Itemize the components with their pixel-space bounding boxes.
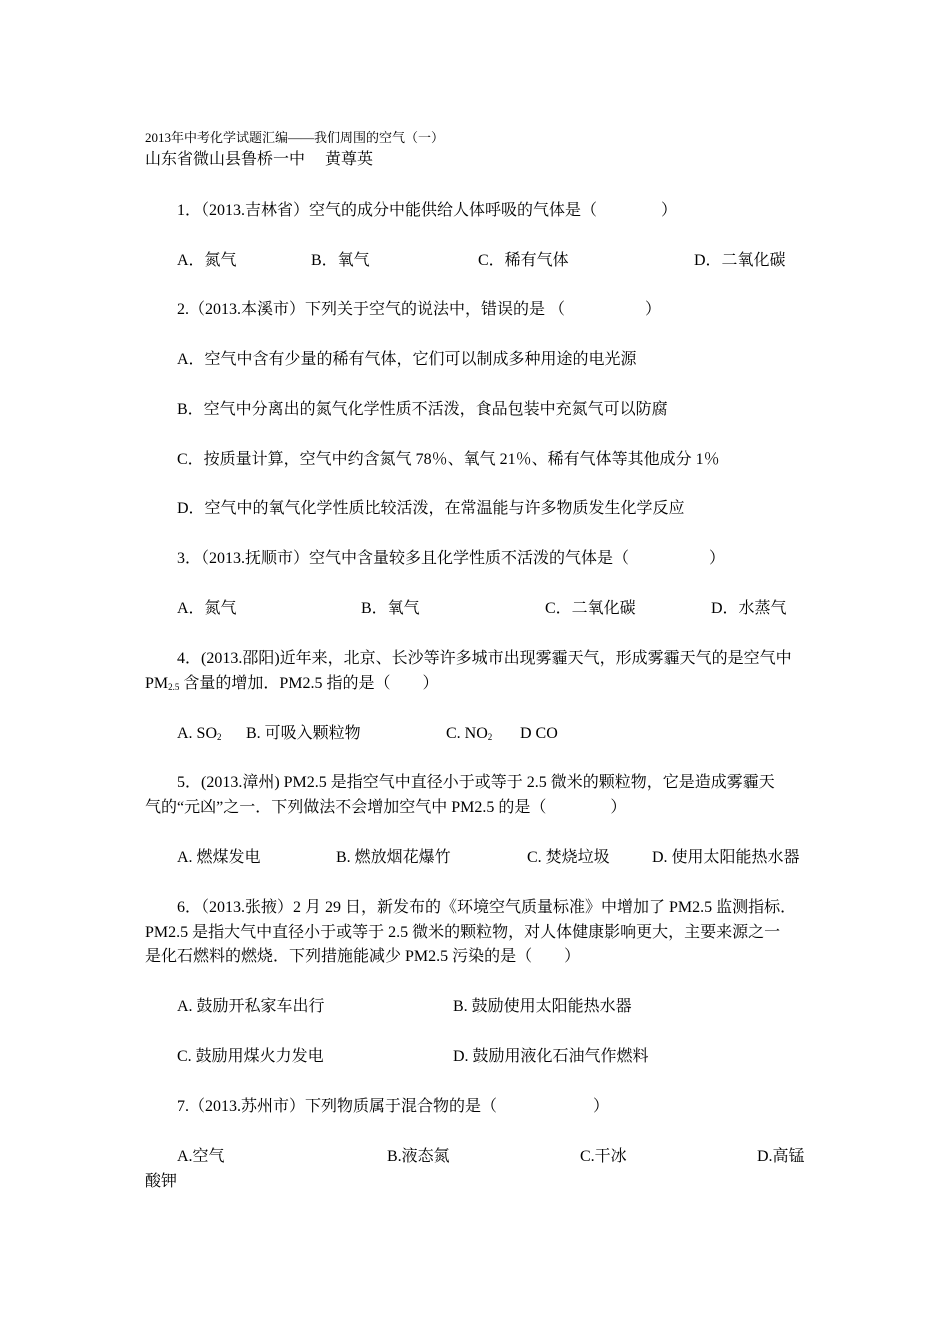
question-1-option-b: B．氧气 (311, 252, 370, 269)
author-line: 山东省微山县鲁桥一中 黄尊英 (145, 151, 374, 168)
question-6-option-d: D. 鼓励用液化石油气作燃料 (453, 1048, 649, 1065)
question-5-option-b: B. 燃放烟花爆竹 (336, 849, 451, 866)
question-4-option-c-text: C. NO (446, 725, 488, 742)
question-3-option-c: C．二氧化碳 (545, 600, 636, 617)
question-2-option-d: D．空气中的氧气化学性质比较活泼，在常温能与许多物质发生化学反应 (177, 500, 685, 517)
question-7-option-a: A.空气 (177, 1148, 225, 1165)
question-1-stem: 1．（2013.吉林省）空气的成分中能供给人体呼吸的气体是（ ） (177, 202, 678, 219)
question-2-option-c: C．按质量计算，空气中约含氮气 78％、氧气 21％、稀有气体等其他成分 1％ (177, 451, 720, 468)
question-5-option-a: A. 燃煤发电 (177, 849, 261, 866)
question-3-option-b: B．氧气 (361, 600, 420, 617)
question-7-option-b: B.液态氮 (387, 1148, 450, 1165)
question-6-stem-line-3: 是化石燃料的燃烧．下列措施能减少 PM2.5 污染的是（ ） (145, 948, 581, 965)
question-4-stem-rest: 含量的增加．PM2.5 指的是（ ） (179, 675, 439, 692)
question-1-option-d: D．二氧化碳 (694, 252, 786, 269)
question-5-option-c: C. 焚烧垃圾 (527, 849, 610, 866)
question-7-option-d-continued: 酸钾 (145, 1173, 178, 1190)
question-3-stem: 3．（2013.抚顺市）空气中含量较多且化学性质不活泼的气体是（ ） (177, 550, 726, 567)
question-2-stem: 2.（2013.本溪市）下列关于空气的说法中，错误的是 （ ） (177, 301, 662, 318)
question-4-option-c (446, 724, 492, 747)
question-4-stem-line-1: 4．(2013.邵阳)近年来，北京、长沙等许多城市出现雾霾天气，形成雾霾天气的是空气中 (177, 650, 792, 667)
question-2-option-b: B．空气中分离出的氮气化学性质不活泼，食品包装中充氮气可以防腐 (177, 401, 668, 418)
question-4-option-d: D CO (520, 725, 558, 742)
question-5-stem-line-2: 气的“元凶”之一．下列做法不会增加空气中 PM2.5 的是（ ） (145, 799, 627, 816)
question-6-option-a: A. 鼓励开私家车出行 (177, 998, 325, 1015)
question-6-stem-line-1: 6．（2013.张掖）2 月 29 日，新发布的《环境空气质量标准》中增加了 PM2.5 监测指标． (177, 899, 797, 916)
question-7-option-d: D.高锰 (757, 1148, 805, 1165)
pm-text: PM (145, 675, 169, 692)
question-6-stem-line-2: PM2.5 是指大气中直径小于或等于 2.5 微米的颗粒物，对人体健康影响更大，主要来源之一 (145, 924, 781, 941)
question-7-option-c: C.干冰 (580, 1148, 627, 1165)
document-title: 2013年中考化学试题汇编——我们周围的空气（一） (145, 130, 445, 145)
question-4-option-a-text: A. SO (177, 725, 218, 742)
question-6-option-b: B. 鼓励使用太阳能热水器 (453, 998, 632, 1015)
question-3-option-d: D．水蒸气 (711, 600, 787, 617)
pm-subscript: 2.5 (168, 682, 180, 692)
question-4-stem-line-2 (145, 674, 439, 697)
question-4-option-c-sub: 2 (487, 732, 493, 742)
question-4-option-a-sub: 2 (217, 732, 222, 742)
question-4-option-b: B. 可吸入颗粒物 (246, 725, 361, 742)
question-5-stem-line-1: 5．(2013.漳州) PM2.5 是指空气中直径小于或等于 2.5 微米的颗粒物，它是造成雾霾天 (177, 774, 775, 791)
question-1-option-a: A．氮气 (177, 252, 237, 269)
question-2-option-a: A．空气中含有少量的稀有气体，它们可以制成多种用途的电光源 (177, 351, 637, 368)
question-4-option-a (177, 724, 222, 747)
question-5-option-d: D. 使用太阳能热水器 (652, 849, 800, 866)
question-6-option-c: C. 鼓励用煤火力发电 (177, 1048, 324, 1065)
question-7-stem: 7.（2013.苏州市）下列物质属于混合物的是（ ） (177, 1098, 610, 1115)
question-3-option-a: A．氮气 (177, 600, 237, 617)
question-1-option-c: C．稀有气体 (478, 252, 569, 269)
